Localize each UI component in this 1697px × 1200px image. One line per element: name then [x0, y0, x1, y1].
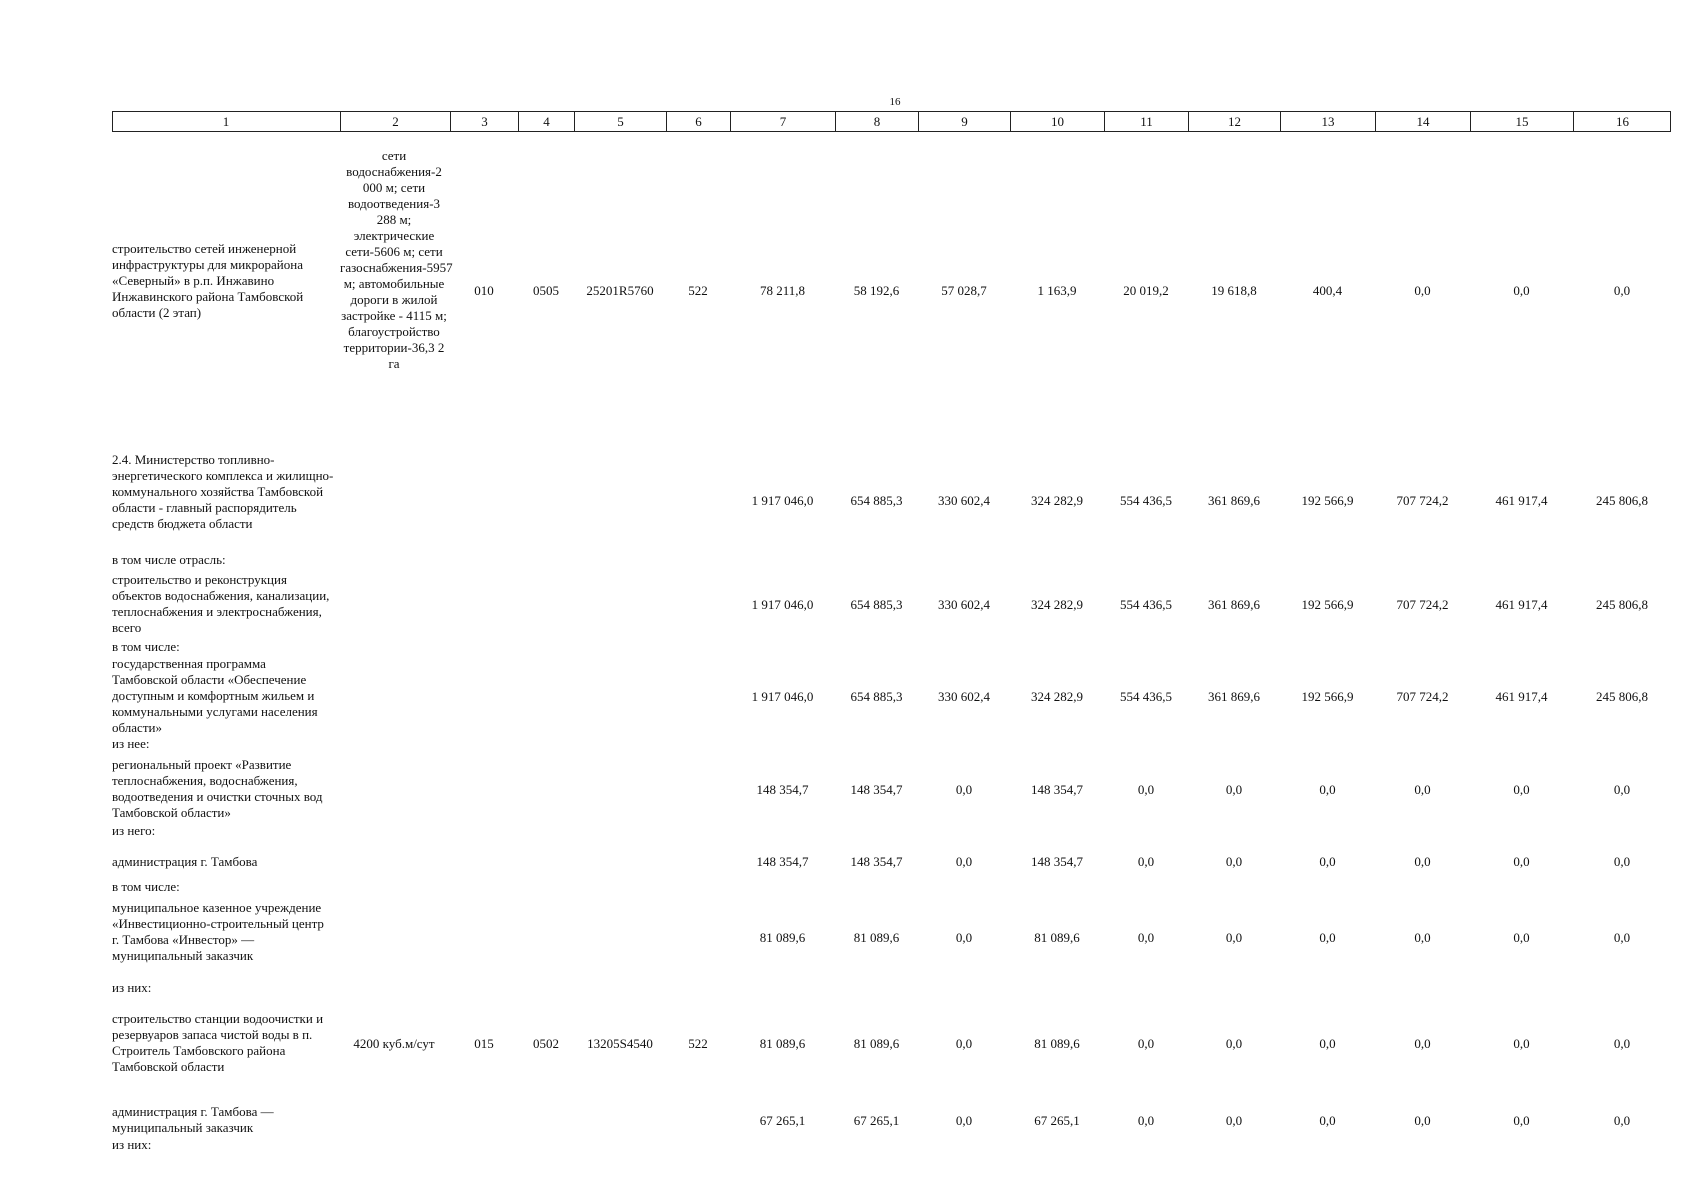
row-value: 0,0 [955, 854, 973, 869]
row-name: в том числе отрасль: [112, 552, 226, 567]
row-value: 81 089,6 [1034, 930, 1080, 945]
row-value: 0,0 [955, 1113, 973, 1128]
row-value: 361 869,6 [1208, 493, 1260, 508]
row-name: администрация г. Тамбова — муниципальный заказчик [112, 1104, 274, 1135]
row-value: 148 354,7 [756, 782, 809, 797]
row-value: 0,0 [1414, 1036, 1431, 1051]
row-value: 1 917 046,0 [751, 597, 814, 612]
row-value: 0,0 [1513, 854, 1530, 869]
header-cell: 6 [666, 112, 730, 132]
row-value: 1 917 046,0 [751, 493, 814, 508]
header-cell: 11 [1104, 112, 1188, 132]
row-value: 0,0 [1513, 283, 1530, 298]
row-value: 0,0 [1613, 854, 1631, 869]
header-cell: 3 [450, 112, 518, 132]
row-name: муниципальное казенное учреждение «Инвестиционно-строительный центр г. Тамбова «Инвестор» — муниципальный заказчик [112, 900, 324, 963]
row-name: региональный проект «Развитие теплоснабжения, водоснабжения, водоотведения и очистки сточных вод Тамбовской области» [112, 757, 323, 820]
row-value: 78 211,8 [759, 283, 806, 298]
row-value: 0,0 [1613, 930, 1631, 945]
header-cell: 13 [1280, 112, 1375, 132]
row-value: 57 028,7 [941, 283, 987, 298]
row-value: 0,0 [1225, 1036, 1243, 1051]
row-value: 1 163,9 [1037, 283, 1077, 298]
row-name: из нее: [112, 736, 150, 751]
row-value: 192 566,9 [1301, 689, 1354, 704]
row-code: 0505 [533, 283, 559, 298]
row-value: 0,0 [1414, 854, 1431, 869]
row-value: 245 806,8 [1596, 493, 1648, 508]
row-code: 010 [474, 283, 494, 298]
row-code: 25201R5760 [586, 283, 654, 298]
row-value: 20 019,2 [1123, 283, 1169, 298]
row-value: 0,0 [1414, 782, 1431, 797]
row-value: 361 869,6 [1208, 689, 1260, 704]
row-characteristic: 4200 куб.м/сут [353, 1036, 435, 1051]
row-value: 654 885,3 [850, 597, 903, 612]
header-cell: 16 [1573, 112, 1671, 132]
row-value: 0,0 [1513, 930, 1530, 945]
row-value: 245 806,8 [1596, 597, 1648, 612]
header-cell: 15 [1470, 112, 1573, 132]
row-code: 0502 [533, 1036, 559, 1051]
row-value: 0,0 [1319, 782, 1336, 797]
row-name: 2.4. Министерство топливно-энергетического комплекса и жилищно-коммунального хозяйства Тамбовской области - главный распорядитель средств бюджета области [112, 452, 334, 531]
row-value: 81 089,6 [759, 1036, 806, 1051]
row-value: 654 885,3 [850, 689, 903, 704]
row-value: 81 089,6 [759, 930, 806, 945]
row-value: 330 602,4 [938, 597, 990, 612]
row-value: 67 265,1 [1034, 1113, 1080, 1128]
row-value: 0,0 [1414, 930, 1431, 945]
row-name: государственная программа Тамбовской области «Обеспечение доступным и комфортным жильем и коммунальными услугами населения области» [112, 656, 318, 735]
row-value: 0,0 [1137, 1113, 1155, 1128]
row-value: 1 917 046,0 [751, 689, 814, 704]
header-cell: 1 [222, 114, 230, 129]
row-value: 0,0 [1319, 1036, 1336, 1051]
row-value: 148 354,7 [850, 782, 903, 797]
row-value: 0,0 [955, 1036, 973, 1051]
row-value: 0,0 [1319, 854, 1336, 869]
row-value: 707 724,2 [1396, 493, 1449, 508]
row-value: 324 282,9 [1031, 597, 1083, 612]
row-value: 554 436,5 [1120, 493, 1172, 508]
row-value: 148 354,7 [1031, 854, 1083, 869]
row-value: 81 089,6 [853, 1036, 900, 1051]
row-value: 148 354,7 [850, 854, 903, 869]
header-cell: 7 [730, 112, 835, 132]
row-value: 654 885,3 [850, 493, 903, 508]
row-value: 461 917,4 [1495, 597, 1548, 612]
row-value: 400,4 [1312, 283, 1343, 298]
row-value: 81 089,6 [1034, 1036, 1080, 1051]
row-value: 707 724,2 [1396, 597, 1449, 612]
row-name: администрация г. Тамбова [112, 854, 258, 869]
header-cell: 4 [518, 112, 574, 132]
row-value: 0,0 [1225, 930, 1243, 945]
row-value: 0,0 [1137, 854, 1155, 869]
row-value: 0,0 [955, 930, 973, 945]
row-name: из него: [112, 823, 156, 838]
row-value: 0,0 [1513, 782, 1530, 797]
row-value: 0,0 [1137, 1036, 1155, 1051]
row-name: из них: [112, 980, 152, 995]
row-value: 0,0 [1225, 782, 1243, 797]
row-value: 324 282,9 [1031, 493, 1083, 508]
row-value: 148 354,7 [756, 854, 809, 869]
row-name: строительство и реконструкция объектов водоснабжения, канализации, теплоснабжения и электроснабжения, всего [112, 572, 330, 635]
row-value: 330 602,4 [938, 493, 990, 508]
header-cell: 14 [1375, 112, 1470, 132]
row-value: 0,0 [1414, 1113, 1431, 1128]
row-code: 13205S4540 [587, 1036, 653, 1051]
row-value: 0,0 [1319, 930, 1336, 945]
row-value: 67 265,1 [759, 1113, 806, 1128]
row-value: 0,0 [1513, 1036, 1530, 1051]
row-value: 0,0 [1613, 782, 1631, 797]
row-value: 0,0 [1613, 1036, 1631, 1051]
page-number: 16 [889, 96, 901, 108]
row-value: 0,0 [1613, 1113, 1631, 1128]
header-cell: 12 [1188, 112, 1280, 132]
row-value: 192 566,9 [1301, 493, 1354, 508]
row-value: 192 566,9 [1301, 597, 1354, 612]
header-cell: 8 [835, 112, 918, 132]
row-value: 0,0 [1225, 854, 1243, 869]
row-value: 461 917,4 [1495, 493, 1548, 508]
row-value: 0,0 [1225, 1113, 1243, 1128]
row-name: из них: [112, 1137, 152, 1152]
row-value: 19 618,8 [1211, 283, 1257, 298]
row-name: строительство сетей инженерной инфраструктуры для микрорайона «Северный» в р.п. Инжавино Инжавинского района Тамбовской области (2 этап) [112, 241, 304, 320]
row-value: 0,0 [1137, 930, 1155, 945]
row-value: 0,0 [1613, 283, 1631, 298]
row-name: в том числе: [112, 639, 180, 654]
row-code: 522 [688, 1036, 708, 1051]
header-cell: 10 [1010, 112, 1104, 132]
row-value: 0,0 [955, 782, 973, 797]
row-value: 0,0 [1513, 1113, 1530, 1128]
row-value: 554 436,5 [1120, 689, 1172, 704]
row-characteristic: сети водоснабжения-2 000 м; сети водоотведения-3 288 м; электрические сети-5606 м; сети газоснабжения-5957 м; автомобильные дороги в жилой застройке - 4115 м; благоустройство территории-36,3 2 га [340, 148, 453, 371]
row-value: 361 869,6 [1208, 597, 1260, 612]
row-code: 015 [474, 1036, 494, 1051]
row-value: 330 602,4 [938, 689, 990, 704]
row-value: 707 724,2 [1396, 689, 1449, 704]
row-value: 554 436,5 [1120, 597, 1172, 612]
row-name: строительство станции водоочистки и резервуаров запаса чистой воды в п. Строитель Тамбовского района Тамбовской области [112, 1011, 324, 1074]
row-value: 245 806,8 [1596, 689, 1648, 704]
row-value: 148 354,7 [1031, 782, 1083, 797]
row-value: 324 282,9 [1031, 689, 1083, 704]
row-value: 0,0 [1137, 782, 1155, 797]
row-name: в том числе: [112, 879, 180, 894]
header-cell: 5 [574, 112, 666, 132]
row-value: 67 265,1 [853, 1113, 900, 1128]
row-value: 0,0 [1319, 1113, 1336, 1128]
row-value: 0,0 [1414, 283, 1431, 298]
row-value: 58 192,6 [853, 283, 900, 298]
row-value: 461 917,4 [1495, 689, 1548, 704]
header-cell: 2 [340, 112, 450, 132]
row-value: 81 089,6 [853, 930, 900, 945]
header-cell: 9 [918, 112, 1010, 132]
row-code: 522 [688, 283, 708, 298]
